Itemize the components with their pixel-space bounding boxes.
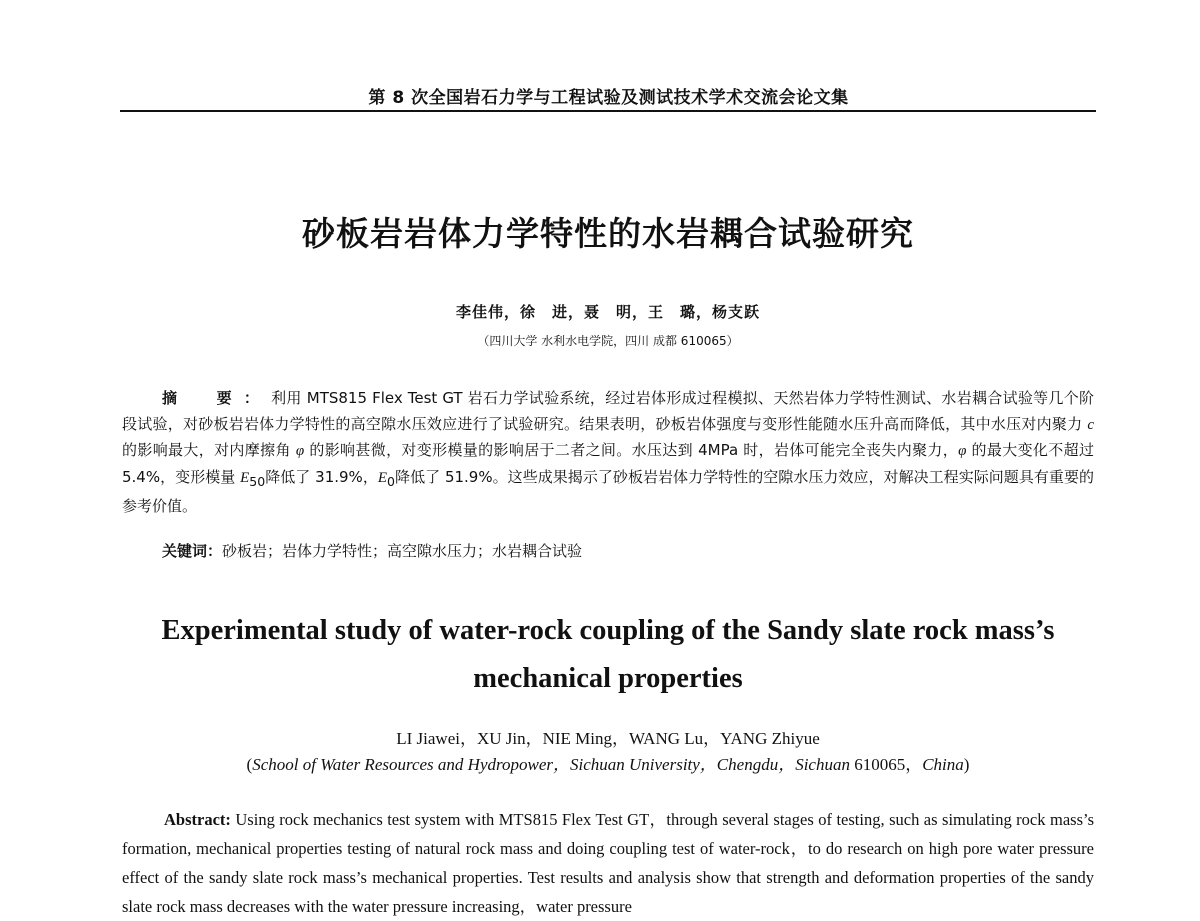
chinese-abstract-text-2: 的影响最大，对内摩擦角 xyxy=(122,441,296,459)
chinese-abstract-text-6: 降低了 51.9%。这些成果揭示了砂板岩岩体力学特性的空隙水压力效应，对解决工程实际问题具有重要的参考价值。 xyxy=(122,467,1094,515)
header-rule xyxy=(120,110,1096,112)
chinese-abstract-text-4: 的最大变化不超过 5.4%，变形模量 xyxy=(122,441,1094,486)
symbol-phi: φ xyxy=(295,443,305,459)
chinese-keywords xyxy=(162,540,1092,561)
symbol-e0: E xyxy=(377,469,388,486)
chinese-authors: 李佳伟，徐 进，聂 明，王 璐，杨支跃 xyxy=(455,303,760,321)
symbol-c: c xyxy=(1087,416,1094,433)
english-title-line-2: mechanical properties xyxy=(473,663,743,694)
affiliation-close-paren: ) xyxy=(963,755,970,774)
chinese-affiliation: （四川大学 水利水电学院，四川 成都 610065） xyxy=(477,334,739,348)
english-abstract xyxy=(122,805,1094,921)
chinese-abstract-text-5: 降低了 31.9%， xyxy=(265,467,378,486)
affiliation-postcode: 610065， xyxy=(849,755,923,774)
chinese-abstract-text-1: 利用 MTS815 Flex Test GT 岩石力学试验系统，经过岩体形成过程模拟、天然岩体力学特性测试、水岩耦合试验等几个阶段试验，对砂板岩岩体力学特性的高空隙水压效应进行了试验研究。结果表明，砂板岩体强度与变形性能随水压升高而降低，其中水压对内聚力 xyxy=(122,389,1094,433)
chinese-abstract-text-3: 的影响甚微，对变形模量的影响居于二者之间。水压达到 4MPa 时，岩体可能完全丧失内聚力， xyxy=(304,441,959,459)
symbol-phi-2: φ xyxy=(958,443,967,459)
chinese-keywords-label: 关键词： xyxy=(162,542,223,560)
english-title-line-1: Experimental study of water-rock coupling of the Sandy slate rock mass’s xyxy=(161,615,1055,646)
chinese-title: 砂板岩岩体力学特性的水岩耦合试验研究 xyxy=(302,214,914,253)
chinese-keywords-text: 砂板岩；岩体力学特性；高空隙水压力；水岩耦合试验 xyxy=(222,542,583,560)
subscript-50: 50 xyxy=(249,473,266,489)
english-authors: LI Jiawei，XU Jin，NIE Ming，WANG Lu，YANG Zhiyue xyxy=(396,729,820,748)
affiliation-open-paren: ( xyxy=(246,755,253,774)
subscript-0: 0 xyxy=(387,473,395,489)
english-abstract-text: Using rock mechanics test system with MTS815 Flex Test GT，through several stages of testing, such as simulating rock mass’s formation, mechanical properties testing of natural rock mass and doing coupling test of water-rock，to do research on high pore water pressure effect of the sandy slate rock mass’s mechanical properties. Test results and analysis show that strength and deformation properties of the sandy slate rock mass decreases with the water pressure increasing，water pressure xyxy=(122,810,1094,916)
affiliation-country: China xyxy=(922,755,964,774)
english-title xyxy=(120,607,1096,703)
chinese-abstract-label: 摘 要： xyxy=(162,389,272,407)
affiliation-institution: School of Water Resources and Hydropower，Sichuan University，Chengdu，Sichuan xyxy=(252,755,850,774)
chinese-abstract xyxy=(122,386,1094,520)
running-header: 第 8 次全国岩石力学与工程试验及测试技术学术交流会论文集 xyxy=(368,88,849,108)
english-affiliation xyxy=(120,750,1096,775)
symbol-e50: E xyxy=(240,469,250,486)
english-abstract-label: Abstract: xyxy=(164,810,231,829)
